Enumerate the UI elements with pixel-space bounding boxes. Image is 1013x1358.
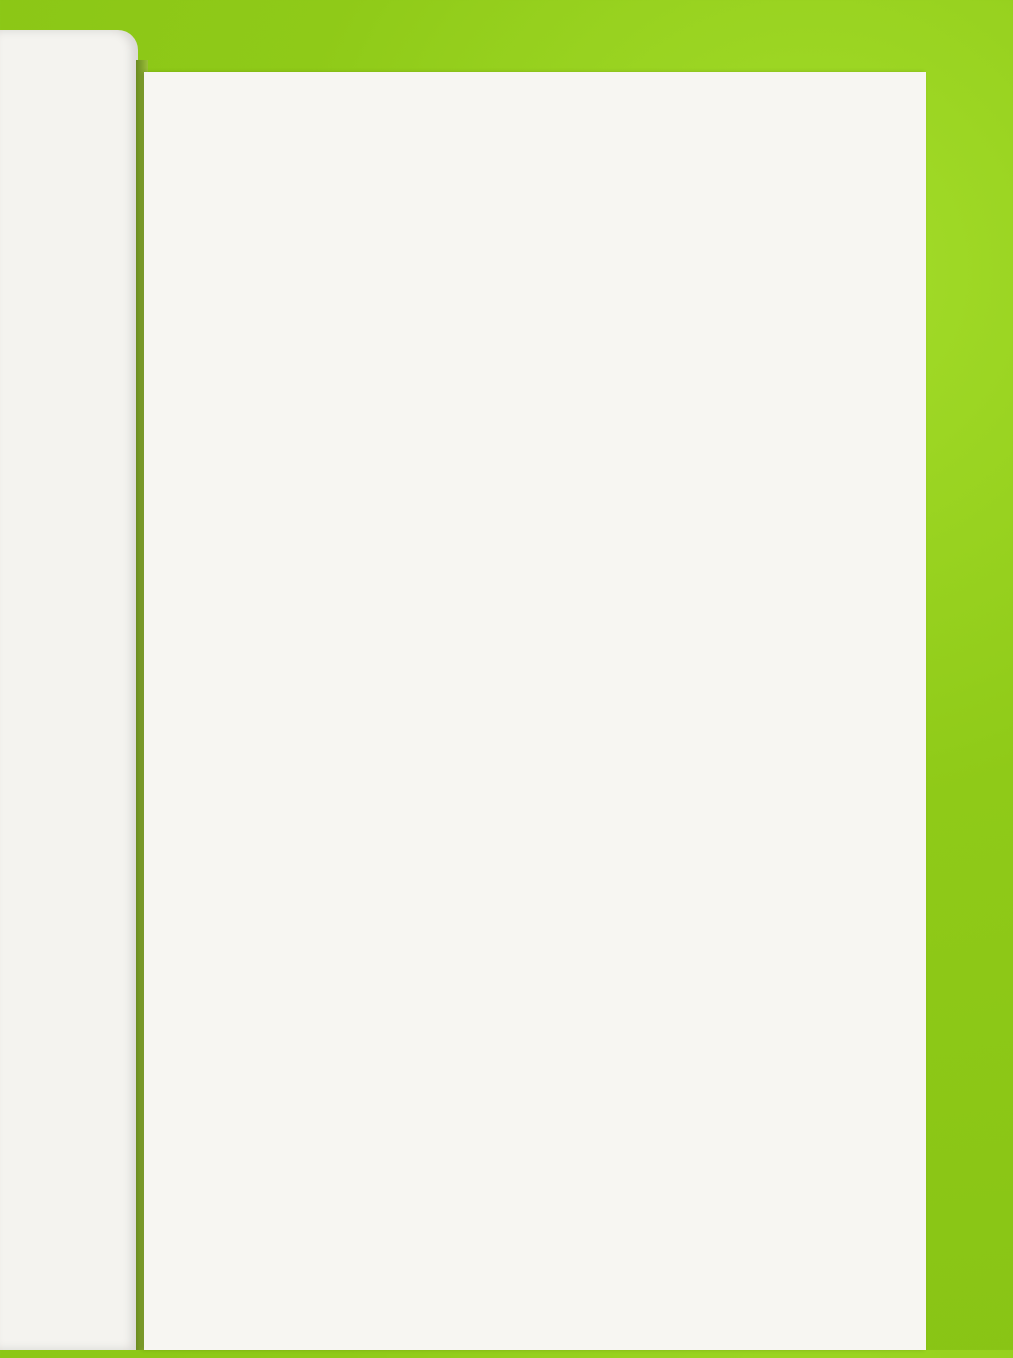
left-page bbox=[0, 30, 138, 1350]
right-page bbox=[144, 72, 926, 1350]
